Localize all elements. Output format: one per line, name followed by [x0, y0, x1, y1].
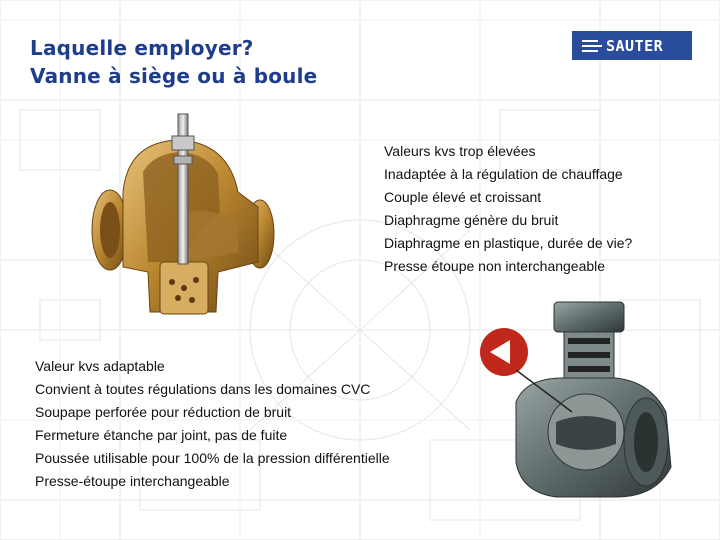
list-item: Couple élevé et croissant	[384, 189, 542, 205]
slide-title-line-2: Vanne à siège ou à boule	[30, 64, 318, 88]
list-item: Fermeture étanche par joint, pas de fuite	[35, 427, 288, 443]
ball-valve-points	[384, 140, 632, 278]
seat-valve-cutaway	[88, 112, 278, 330]
list-item: Poussée utilisable pour 100% de la pression différentielle	[35, 450, 390, 466]
list-item: Diaphragme génère du bruit	[384, 212, 559, 228]
sauter-logo-text: SAUTER	[606, 36, 664, 55]
list-item: Diaphragme en plastique, durée de vie?	[384, 235, 633, 251]
list-item: Presse étoupe non interchangeable	[384, 258, 606, 274]
list-item: Valeurs kvs trop élevées	[384, 143, 536, 159]
list-item: Inadaptée à la régulation de chauffage	[384, 166, 623, 182]
sauter-logo	[572, 31, 692, 60]
list-item: Soupape perforée pour réduction de bruit	[35, 404, 292, 420]
slide-title	[30, 34, 317, 90]
slide-title-line-1: Laquelle employer?	[30, 36, 254, 60]
sauter-logo-bars-icon	[582, 39, 604, 53]
seat-valve-points	[35, 355, 390, 493]
ball-valve-cutaway	[476, 292, 676, 507]
list-item: Convient à toutes régulations dans les domaines CVC	[35, 381, 371, 397]
list-item: Presse-étoupe interchangeable	[35, 473, 230, 489]
list-item: Valeur kvs adaptable	[35, 358, 165, 374]
